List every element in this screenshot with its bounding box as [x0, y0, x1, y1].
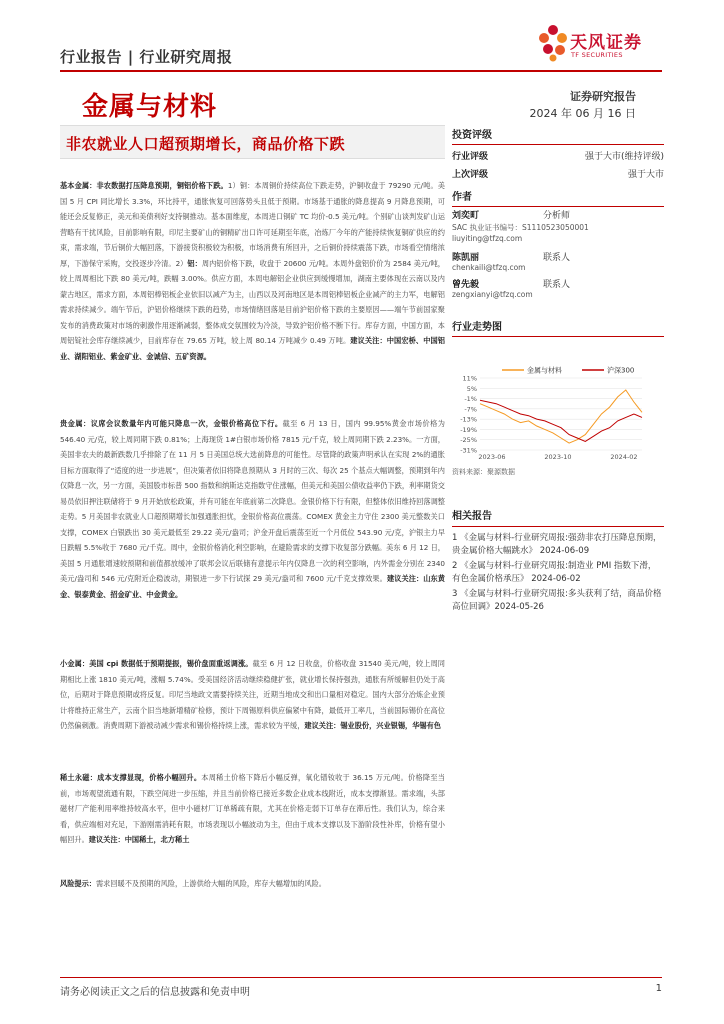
author-name: 曾先毅 [452, 280, 480, 290]
related-report-item[interactable]: 3 《金属与材料-行业研究周报:多头获利了结，商品价格高位回调》2024-05-26 [452, 589, 662, 612]
paragraph-rare-earth [60, 770, 445, 848]
author-cert: SAC 执业证书编号：S1110523050001 [452, 223, 589, 232]
author-email[interactable]: chenkaili@tfzq.com [452, 263, 526, 272]
author-email[interactable]: liuyiting@tfzq.com [452, 234, 523, 243]
author-role: 联系人 [543, 253, 571, 263]
author-name: 刘奕町 [452, 211, 480, 221]
chart-ytick-label: -25% [460, 436, 477, 445]
para-recommend: 建议关注：中国稀土，北方稀土 [88, 835, 190, 844]
chart-ytick-label: 5% [466, 384, 477, 393]
author-name: 陈凯丽 [452, 253, 480, 263]
trend-title: 行业走势图 [452, 318, 664, 337]
chart-legend [502, 366, 634, 375]
footer-divider [60, 977, 662, 978]
related-report-item[interactable]: 1 《金属与材料-行业研究周报:强劲非农打压降息预期，贵金属价格大幅跳水》 2024-06-09 [452, 533, 662, 556]
industry-trend-chart [452, 364, 664, 464]
header-divider [60, 70, 662, 72]
para-text: 本周稀土价格下降后小幅反弹，氧化镨钕收于 36.15 万元/吨。价格降至当前，市场观望流通有限，下跌空间进一步压缩，并且当前价格已接近多数企业成本线附近，成本支撑渐显。需求端，头部磁材厂产能利用率维持较高水平，但中小磁材厂订单稀疏有限，尤其在价格走弱下订单存在滞后性。我们认为，综合来看，供应端相对充足，下游刚需消耗有限，市场表现以小幅波动为主，但由于成本支撑以及下游阶段性补库，价格有望小幅回升。 [60, 773, 445, 844]
related-reports [452, 510, 664, 616]
chart-ytick-label: -31% [460, 446, 477, 455]
report-date: 2024 年 06 月 16 日 [529, 107, 636, 120]
para-lead: 小金属：美国 cpi 数据低于预期提振，锡价盘面重返调涨。 [60, 659, 253, 668]
industry-rating-value: 强于大市(维持评级) [584, 152, 664, 162]
trend-section [452, 318, 664, 337]
para-lead: 贵金属：议席会议数量年内可能只降息一次，金银价格高位下行。 [60, 419, 283, 428]
para-text: 截至 6 月 13 日，国内 99.95%黄金市场价格为 546.40 元/克，较上周同期下跌 0.81%；上海现货 1#白银市场价格 7815 元/千克，较上周同期下跌 2.23%。一方面，美国非农夫的最新跌数几乎排除了在 11 月 5 日美国总统大选前降息的可能性。尽管降的政策声明承认在实现 2%的通胀目标方面取得了“适度的进一步进展”，但决策者依旧将降息预期从 3 月时的三次、每次 25 个基点大幅调整，预期到年内仅降息一次，另一方面，美国股市标普 500 指数和纳斯达克指数守住涨幅，但美元和美国公债收益率仍下跌，利率期货交易员依旧押注联储将于 9 月开始放松政策，并有可能在年底前第二次降息。金银价格下行有限，但整体依旧维持回落调整走势。5 月美国非农就业人口超预期增长加强通胀担忧，金银价格高位震荡。COMEX 黄金主力守住 2300 美元整数关口支撑，COMEX 白银跌出 30 美元最低至 29.22 美元/盎司；沪金开盘后震荡至近一个月低位 543.90 元/克，沪银主力早日跌幅 5.5%收于 7680 元/千克。周中，金银价格消化利空影响，在避险需求的支撑下收复部分跌幅。美东 6 月 12 日，美国 5 月通胀增速较预期和前值都放缓冲了联邦会议后联储有意提示年内仅降息一次的利空影响，内外需金分别在 2340 美元/盎司和 546 元/克附近企稳波动，期银进一步下行试探 29 美元/盎司和 7600 元/千克支撑效果。 [60, 419, 445, 583]
chart-xtick-label: 2023-10 [544, 453, 572, 461]
para-lead: 稀土永磁：成本支撑显现，价格小幅回升。 [60, 773, 202, 782]
legend-label: 沪深300 [607, 366, 635, 375]
chart-xtick-label: 2023-06 [478, 453, 506, 461]
related-title: 相关报告 [452, 510, 664, 527]
chart-series-line [480, 400, 642, 441]
paragraph-risk [60, 876, 445, 892]
chart-lines [480, 390, 642, 443]
para-text: 需求回暖不及预期的风险，上游供给大幅的风险，库存大幅增加的风险。 [95, 879, 326, 888]
para-text: 周内铝价格下跌，收盘于 20600 元/吨。本周外盘铝价价为 2584 美元/吨，较上周周相比下跌 80 美元/吨，跌幅 3.00%。供应方面，本周电解铝企业供应到缓慢增加，湖南主要体现在云南以及内蒙古地区，需求方面，本周铝棒铝板企业依旧以减产为主，山西以及河南地区是本周铝棒铝板企业减产的主力军，电解铝需求持续减少。端午节后，沪铝价格继续下跌的趋势，市场情绪回落是目前沪铝价格下跌的主要原因——端午节前国家聚发布的消费政策对市场的刺激作用逐渐减弱，整体成交氛围较为冷淡，导致沪铝价格不断下行。库存方面，中国方面，本周铝锭社会库存继续减少，目前库存在 79.65 万吨，较上周 80.14 万吨减少 0.49 万吨。 [60, 258, 445, 345]
rating-title: 投资评级 [452, 126, 664, 145]
chart-ytick-label: -7% [464, 405, 477, 414]
chart-xtick-label: 2024-02 [610, 453, 638, 461]
company-name: 天风证券 [570, 33, 642, 53]
paragraph-base-metals [60, 178, 445, 364]
chart-ytick-label: -1% [464, 395, 477, 404]
chart-source: 资料来源：聚源数据 [452, 468, 515, 476]
chart-ytick-label: -13% [460, 415, 477, 424]
report-category: 行业报告 | 行业研究周报 [60, 48, 233, 66]
author-section [452, 188, 664, 207]
chart-xticks [478, 453, 637, 461]
related-report-item[interactable]: 2 《金属与材料-行业研究周报:制造业 PMI 指数下滑，有色金属价格承压》 2024-06-02 [452, 561, 657, 584]
company-en: TF SECURITIES [571, 51, 623, 59]
chart-series-line [480, 390, 642, 443]
prev-rating-label: 上次评级 [452, 170, 489, 180]
para-recommend: 建议关注：山东黄金、银泰黄金、招金矿业、中金黄金。 [60, 574, 445, 599]
industry-rating-label: 行业评级 [452, 152, 489, 162]
sector-title: 金属与材料 [82, 92, 218, 122]
author-role: 分析师 [543, 211, 571, 221]
chart-ytick-label: -19% [460, 425, 477, 434]
para-recommend: 建议关注：中国宏桥、中国铝业、湖阳铝业、紫金矿业、金诚信、五矿资源。 [60, 336, 445, 361]
chart-yticks [460, 375, 477, 455]
page-number: 1 [655, 983, 662, 994]
report-type: 证券研究报告 [570, 90, 636, 103]
author-email[interactable]: zengxianyi@tfzq.com [452, 290, 533, 299]
tf-logo-icon [536, 22, 570, 62]
author-role: 联系人 [543, 280, 571, 290]
rating-section [452, 126, 664, 181]
para-lead: 基本金属：非农数据打压降息预期，铜铝价格下跌。 [60, 181, 228, 190]
industry-rating-row [452, 149, 664, 163]
author-title: 作者 [452, 188, 664, 207]
para-lead: 风险提示： [60, 879, 96, 888]
footer-disclaimer: 请务必阅读正文之后的信息披露和免责申明 [60, 987, 250, 998]
report-title: 非农就业人口超预期增长，商品价格下跌 [66, 135, 346, 153]
para-text: 1）铜：本周铜价持续高位下跌走势，沪铜收盘于 79290 元/吨。美国 5 月 CPI 同比增长 3.3%，环比持平，通胀恢复可回落势头且低于预期。市场基于通胀的降息提高 9 月降息预期，可能还会反复修正，美元和美债利好支持铜推动。基本面维度，本周进口铜矿 TC 均价-0.5 美元/吨。个别矿山谈判发矿山运营略有干扰风险，目前影响有限，印尼主要矿山的铜精矿出口许可延期至年底，冶炼厂今年的产能持续恢复铜矿供应的约束，需求端，节后铜价大幅回落，下游接货积极较为积极，市场消费有所回升，之后铜价持续震荡下跌，市场看空情绪浓厚，下游保守采购，交投逐步冷清。2） [60, 181, 445, 268]
paragraph-precious-metals [60, 416, 445, 602]
prev-rating-value: 强于大市 [627, 170, 664, 180]
legend-label: 金属与材料 [527, 366, 562, 375]
chart-ytick-label: 11% [462, 374, 477, 383]
para-recommend: 建议关注：锡业股份，兴业银锡，华锡有色 [304, 721, 441, 730]
para-lead: 铝： [187, 258, 202, 268]
para-text: 截至 6 月 12 日收盘，价格收盘 31540 美元/吨，较上周同期相比上涨 1810 美元/吨，涨幅 5.74%。受美国经济活动继续稳健扩张，就业增长保持强劲，通胀有所缓解但仍处于高位，后期对于降息预期或将反复。印尼当地政文需要持续关注，近期当地成交和出口量相对稳定。国内大部分冶炼企业预计将维持正常生产，云南个旧当地新增精矿检修，预计下周锡原料供应偏紧中有降，最低开工率几，当前国际锡价在高位仍然偏刺激。消费周期下游被动减少需求和锡价格持续上涨，需求较为平缓， [60, 659, 445, 730]
paragraph-minor-metals [60, 656, 445, 734]
prev-rating-row [452, 167, 664, 181]
